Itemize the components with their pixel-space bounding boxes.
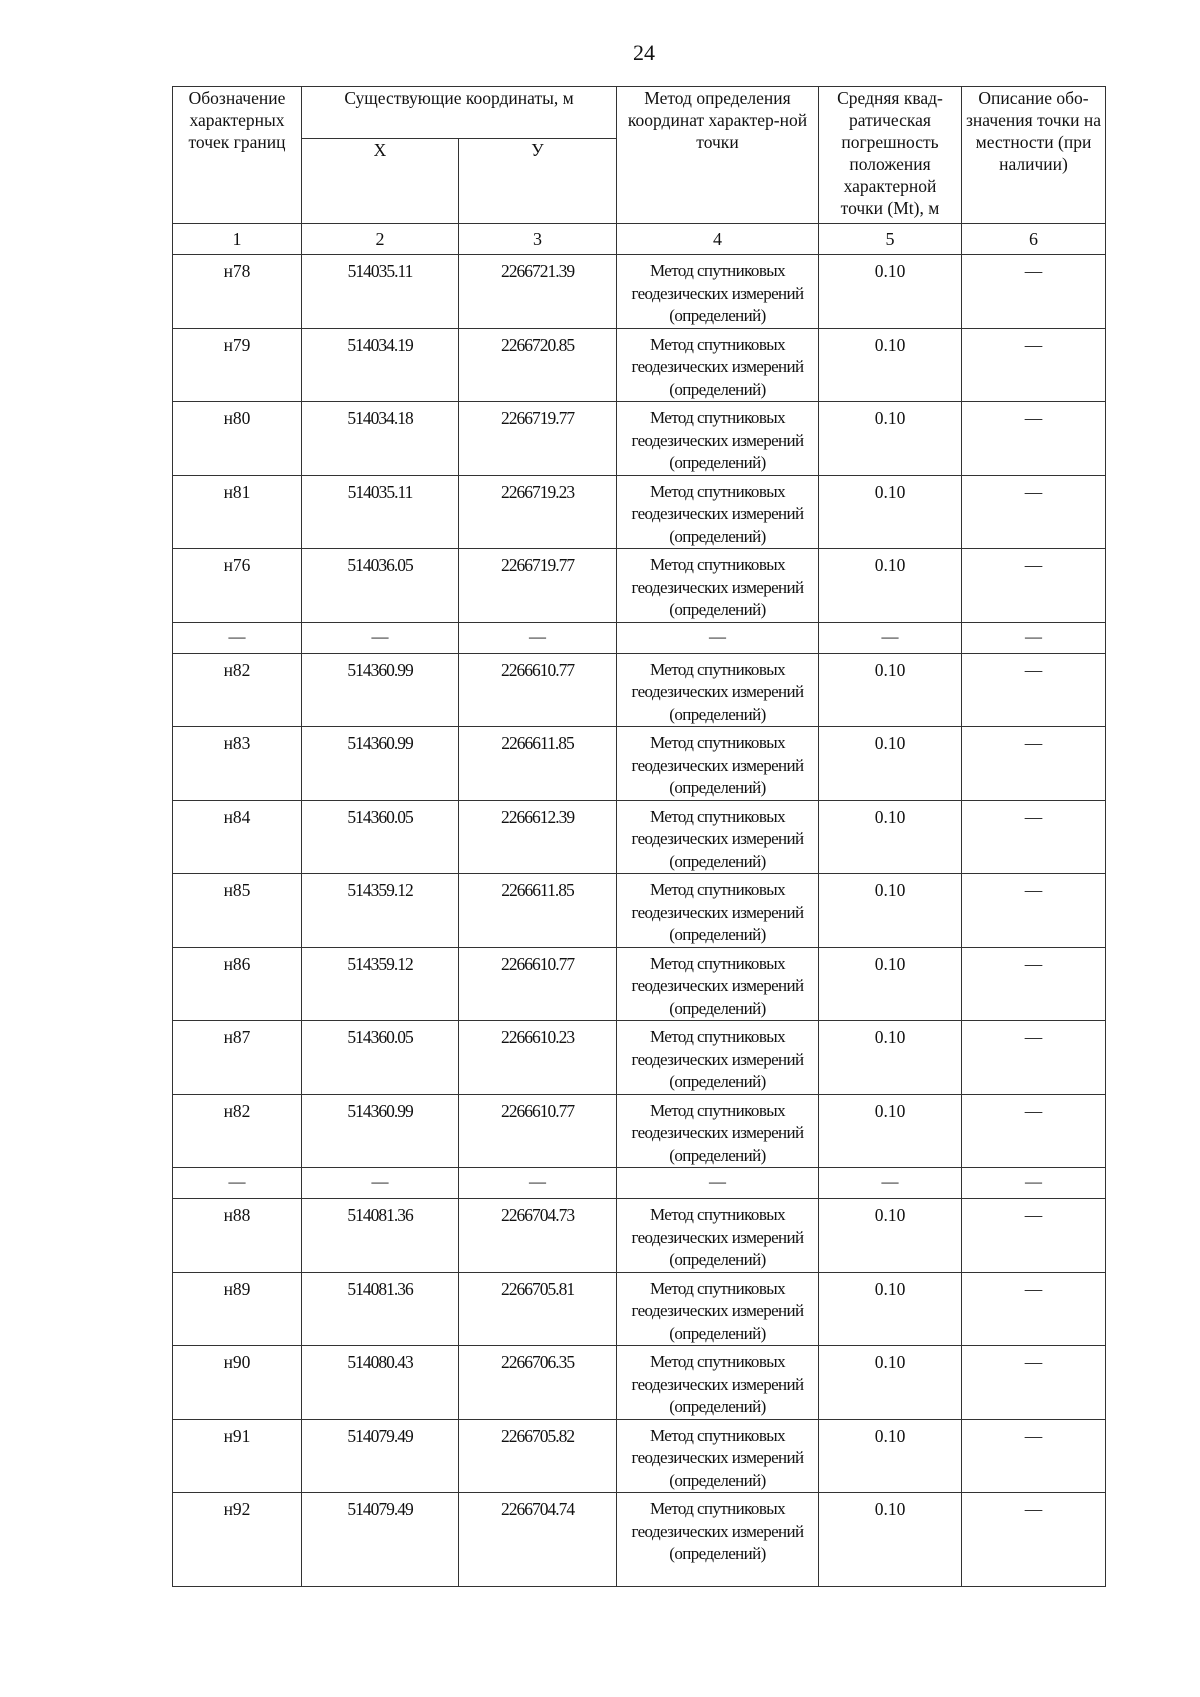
method-cell: Метод спутниковых геодезических измерений (определений)	[617, 475, 819, 549]
coordinate-x: 514035.11	[302, 255, 459, 329]
column-numbers-row	[173, 224, 1106, 255]
point-description: —	[962, 947, 1106, 1021]
method-cell: Метод спутниковых геодезических измерений (определений)	[617, 1021, 819, 1095]
mean-square-error: 0.10	[819, 402, 962, 476]
point-designation: н82	[173, 1094, 302, 1168]
coordinate-y: 2266720.85	[459, 328, 617, 402]
table-row	[173, 1199, 1106, 1273]
table-row	[173, 475, 1106, 549]
method-cell: Метод спутниковых геодезических измерений (определений)	[617, 549, 819, 623]
coordinate-x: 514360.05	[302, 800, 459, 874]
mean-square-error: 0.10	[819, 328, 962, 402]
point-designation: н90	[173, 1346, 302, 1420]
point-designation: н81	[173, 475, 302, 549]
coordinate-x: 514360.99	[302, 727, 459, 801]
coordinate-x: 514360.99	[302, 653, 459, 727]
column-number: 6	[962, 224, 1106, 255]
point-designation: н76	[173, 549, 302, 623]
method-cell: Метод спутниковых геодезических измерений (определений)	[617, 1272, 819, 1346]
coordinate-y: 2266612.39	[459, 800, 617, 874]
point-description: —	[962, 1272, 1106, 1346]
point-designation: —	[173, 622, 302, 653]
point-designation: н83	[173, 727, 302, 801]
method-cell: Метод спутниковых геодезических измерений (определений)	[617, 255, 819, 329]
coordinate-y: 2266611.85	[459, 874, 617, 948]
table-row	[173, 328, 1106, 402]
table-row	[173, 947, 1106, 1021]
mean-square-error: 0.10	[819, 1272, 962, 1346]
point-description: —	[962, 1094, 1106, 1168]
method-cell: Метод спутниковых геодезических измерений (определений)	[617, 1419, 819, 1493]
point-designation: н92	[173, 1493, 302, 1587]
separator-row	[173, 622, 1106, 653]
point-description: —	[962, 1168, 1106, 1199]
mean-square-error: —	[819, 622, 962, 653]
method-cell: Метод спутниковых геодезических измерений (определений)	[617, 874, 819, 948]
coordinate-y: 2266719.77	[459, 549, 617, 623]
table-row	[173, 1021, 1106, 1095]
coordinate-y: 2266721.39	[459, 255, 617, 329]
table-header	[173, 87, 1106, 255]
separator-row	[173, 1168, 1106, 1199]
table-row	[173, 1272, 1106, 1346]
point-description: —	[962, 874, 1106, 948]
mean-square-error: 0.10	[819, 475, 962, 549]
mean-square-error: 0.10	[819, 1199, 962, 1273]
point-designation: н89	[173, 1272, 302, 1346]
coordinate-y: 2266719.77	[459, 402, 617, 476]
method-cell: —	[617, 622, 819, 653]
method-cell: Метод спутниковых геодезических измерений (определений)	[617, 1199, 819, 1273]
mean-square-error: 0.10	[819, 800, 962, 874]
column-number: 5	[819, 224, 962, 255]
method-cell: Метод спутниковых геодезических измерений (определений)	[617, 653, 819, 727]
point-designation: н88	[173, 1199, 302, 1273]
coordinate-x: 514080.43	[302, 1346, 459, 1420]
point-designation: —	[173, 1168, 302, 1199]
table-row	[173, 800, 1106, 874]
boundary-points-table	[172, 86, 1106, 1587]
header-point-designation: Обозначение характерных точек границ	[173, 87, 302, 224]
column-number: 1	[173, 224, 302, 255]
mean-square-error: 0.10	[819, 947, 962, 1021]
coordinate-x: 514079.49	[302, 1419, 459, 1493]
point-description: —	[962, 653, 1106, 727]
point-description: —	[962, 622, 1106, 653]
coordinate-x: —	[302, 1168, 459, 1199]
method-cell: Метод спутниковых геодезических измерений (определений)	[617, 727, 819, 801]
point-designation: н87	[173, 1021, 302, 1095]
point-designation: н84	[173, 800, 302, 874]
point-designation: н86	[173, 947, 302, 1021]
table-row	[173, 1094, 1106, 1168]
point-description: —	[962, 800, 1106, 874]
mean-square-error: 0.10	[819, 1493, 962, 1587]
method-cell: Метод спутниковых геодезических измерений (определений)	[617, 1094, 819, 1168]
table-row	[173, 727, 1106, 801]
coordinate-x: 514360.05	[302, 1021, 459, 1095]
method-cell: Метод спутниковых геодезических измерений (определений)	[617, 947, 819, 1021]
coordinate-y: 2266719.23	[459, 475, 617, 549]
mean-square-error: 0.10	[819, 549, 962, 623]
coordinate-x: 514081.36	[302, 1199, 459, 1273]
point-description: —	[962, 328, 1106, 402]
mean-square-error: 0.10	[819, 653, 962, 727]
coordinate-y: 2266706.35	[459, 1346, 617, 1420]
table-row	[173, 549, 1106, 623]
coordinate-x: 514036.05	[302, 549, 459, 623]
coordinate-y: 2266705.82	[459, 1419, 617, 1493]
page-number: 24	[633, 40, 655, 65]
point-designation: н85	[173, 874, 302, 948]
table-row	[173, 1493, 1106, 1587]
coordinate-x: 514035.11	[302, 475, 459, 549]
coordinate-y: 2266704.73	[459, 1199, 617, 1273]
table-body	[173, 255, 1106, 1587]
mean-square-error: 0.10	[819, 727, 962, 801]
table-row	[173, 1346, 1106, 1420]
point-description: —	[962, 402, 1106, 476]
coordinate-x: —	[302, 622, 459, 653]
method-cell: Метод спутниковых геодезических измерений (определений)	[617, 328, 819, 402]
column-number: 4	[617, 224, 819, 255]
point-description: —	[962, 1199, 1106, 1273]
coordinate-y: 2266611.85	[459, 727, 617, 801]
table-row	[173, 402, 1106, 476]
method-cell: Метод спутниковых геодезических измерений (определений)	[617, 800, 819, 874]
table-row	[173, 255, 1106, 329]
mean-square-error: 0.10	[819, 1094, 962, 1168]
method-cell: Метод спутниковых геодезических измерений (определений)	[617, 1493, 819, 1587]
header-coordinates-group: Существующие координаты, м	[302, 87, 617, 139]
point-designation: н78	[173, 255, 302, 329]
coordinate-x: 514034.19	[302, 328, 459, 402]
table-row	[173, 1419, 1106, 1493]
table-row	[173, 874, 1106, 948]
coordinate-y: 2266610.77	[459, 1094, 617, 1168]
header-method: Метод определения координат характер-ной точки	[617, 87, 819, 224]
coordinate-x: 514081.36	[302, 1272, 459, 1346]
point-designation: н79	[173, 328, 302, 402]
method-cell: Метод спутниковых геодезических измерений (определений)	[617, 1346, 819, 1420]
mean-square-error: 0.10	[819, 1419, 962, 1493]
header-description: Описание обо-значения точки на местности (при наличии)	[962, 87, 1106, 224]
coordinate-y: 2266704.74	[459, 1493, 617, 1587]
coordinate-x: 514360.99	[302, 1094, 459, 1168]
column-number: 2	[302, 224, 459, 255]
coordinate-y: 2266610.77	[459, 947, 617, 1021]
method-cell: Метод спутниковых геодезических измерений (определений)	[617, 402, 819, 476]
point-description: —	[962, 255, 1106, 329]
point-description: —	[962, 475, 1106, 549]
point-description: —	[962, 1346, 1106, 1420]
header-y: У	[459, 139, 617, 224]
point-designation: н91	[173, 1419, 302, 1493]
point-designation: н80	[173, 402, 302, 476]
coordinate-y: —	[459, 1168, 617, 1199]
coordinate-x: 514034.18	[302, 402, 459, 476]
point-description: —	[962, 1021, 1106, 1095]
coordinate-x: 514359.12	[302, 874, 459, 948]
mean-square-error: 0.10	[819, 874, 962, 948]
mean-square-error: 0.10	[819, 1021, 962, 1095]
mean-square-error: 0.10	[819, 1346, 962, 1420]
coordinate-y: 2266705.81	[459, 1272, 617, 1346]
method-cell: —	[617, 1168, 819, 1199]
column-number: 3	[459, 224, 617, 255]
header-x: X	[302, 139, 459, 224]
coordinate-x: 514359.12	[302, 947, 459, 1021]
point-description: —	[962, 1419, 1106, 1493]
point-description: —	[962, 727, 1106, 801]
coordinate-y: —	[459, 622, 617, 653]
coordinate-x: 514079.49	[302, 1493, 459, 1587]
mean-square-error: 0.10	[819, 255, 962, 329]
header-mean-square-error: Средняя квад-ратическая погрешность положения характерной точки (Mt), м	[819, 87, 962, 224]
table-row	[173, 653, 1106, 727]
point-description: —	[962, 1493, 1106, 1587]
coordinate-y: 2266610.77	[459, 653, 617, 727]
point-designation: н82	[173, 653, 302, 727]
point-description: —	[962, 549, 1106, 623]
mean-square-error: —	[819, 1168, 962, 1199]
coordinate-y: 2266610.23	[459, 1021, 617, 1095]
